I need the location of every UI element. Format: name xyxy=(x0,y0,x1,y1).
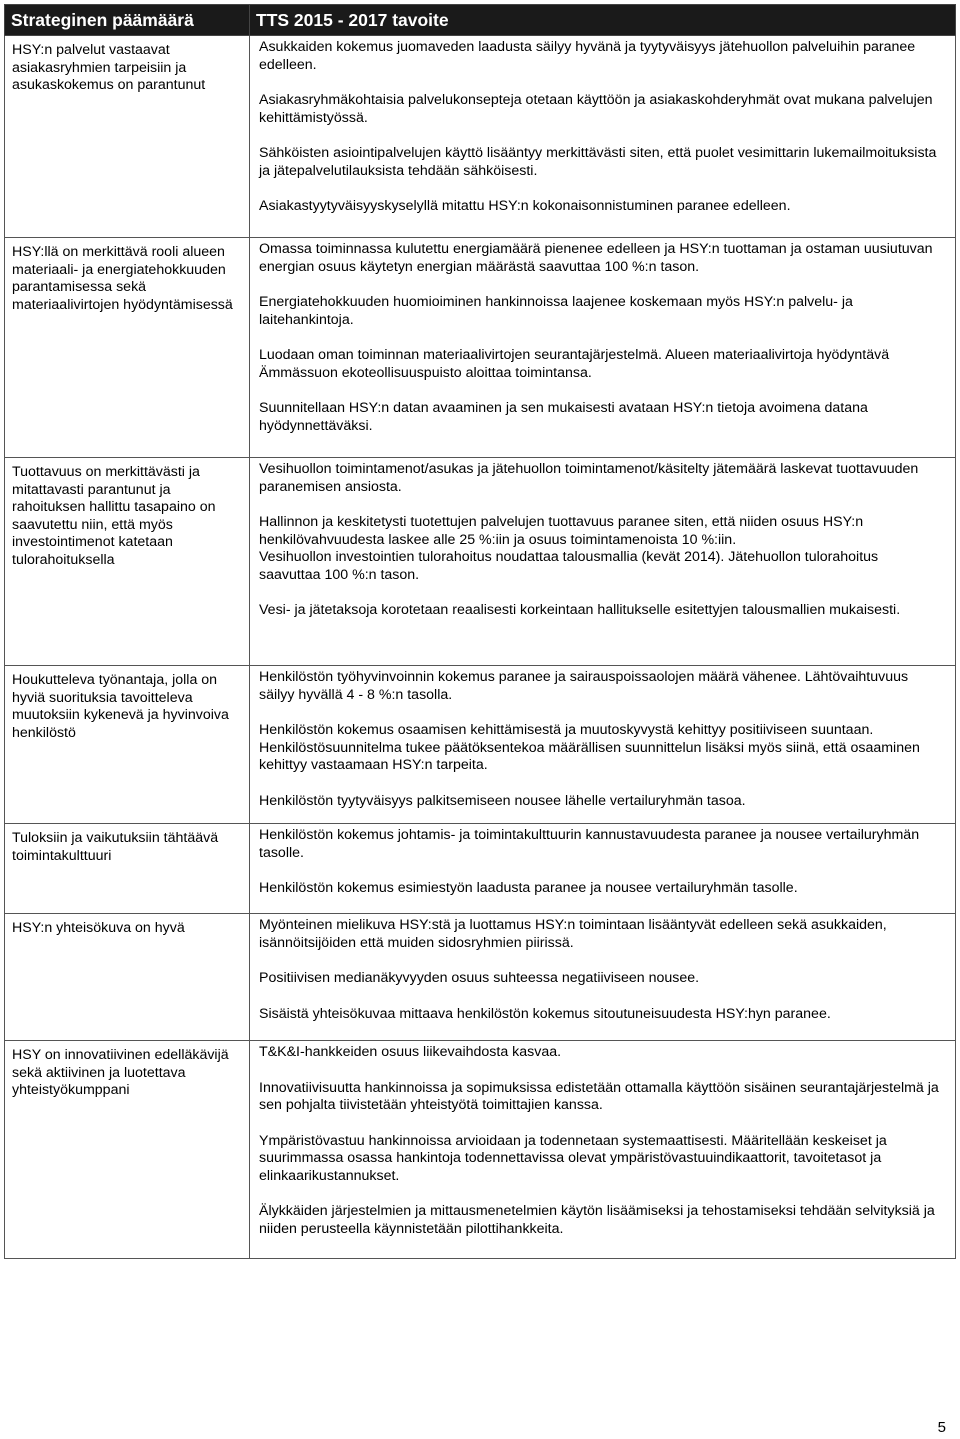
targets-cell xyxy=(250,36,956,238)
targets-cell xyxy=(250,914,956,1041)
target-text: Sähköisten asiointipalvelujen käyttö lisääntyy merkittävästi siten, että puolet vesimittarin lukemailmoituksista ja jätepalvelutilauksista tehdään sähköisesti. xyxy=(259,145,937,179)
goal-cell: HSY:llä on merkittävä rooli alueen materiaali- ja energiatehokkuuden parantamisessa sekä materiaalivirtojen hyödyntämisessä xyxy=(5,238,250,458)
target-text: Henkilöstön kokemus johtamis- ja toimintakulttuurin kannustavuudesta paranee ja nousee vertailuryhmän tasolle. xyxy=(259,827,920,861)
table-row xyxy=(5,458,956,666)
target-text: Hallinnon ja keskitetysti tuotettujen palvelujen tuottavuus paranee siten, että niiden osuus HSY:n henkilövahvuudesta laskee alle 25 %:iin ja osuus toimintamenoista 10 %:iin. xyxy=(259,514,864,548)
target-text: Asukkaiden kokemus juomaveden laadusta säilyy hyvänä ja tyytyväisyys jätehuollon palveluihin paranee edelleen. xyxy=(259,39,916,73)
goal-cell: Tuloksiin ja vaikutuksiin tähtäävä toimintakulttuuri xyxy=(5,824,250,914)
goal-cell: HSY:n yhteisökuva on hyvä xyxy=(5,914,250,1041)
table-row xyxy=(5,238,956,458)
target-text: Luodaan oman toiminnan materiaalivirtojen seurantajärjestelmä. Alueen materiaalivirtoja hyödyntävä Ämmässuon ekoteollisuuspuisto aloittaa toimintansa. xyxy=(259,347,890,381)
target-text: Ympäristövastuu hankinnoissa arvioidaan ja todennetaan systemaattisesti. Määritellään keskeiset ja suurimmassa osassa hankintoja todennettavissa olevat ympäristövastuuindikaattorit, tavoitetasot ja elinkaarikustannukset. xyxy=(259,1132,887,1184)
table-header-row xyxy=(5,5,956,36)
goal-cell: Tuottavuus on merkittävästi ja mitattavasti parantunut ja rahoituksen hallittu tasapaino on saavutettu niin, että myös investointimenot katetaan tulorahoituksella xyxy=(5,458,250,666)
target-text: Henkilöstön kokemus esimiestyön laadusta paranee ja nousee vertailuryhmän tasolle. xyxy=(259,880,798,896)
target-text: Henkilöstön tyytyväisyys palkitsemiseen nousee lähelle vertailuryhmän tasoa. xyxy=(259,792,746,809)
table-row xyxy=(5,1041,956,1259)
goal-cell: Houkutteleva työnantaja, jolla on hyviä suorituksia tavoitteleva muutoksiin kykenevä ja hyvinvoiva henkilöstö xyxy=(5,666,250,824)
target-text: Asiakastyytyväisyyskyselyllä mitattu HSY:n kokonaisonnistuminen paranee edelleen. xyxy=(259,198,791,214)
table-row xyxy=(5,914,956,1041)
target-text: Energiatehokkuuden huomioiminen hankinnoissa laajenee koskemaan myös HSY:n palvelu- ja laitehankintoja. xyxy=(259,294,853,328)
target-text: Sisäistä yhteisökuvaa mittaava henkilöstön kokemus sitoutuneisuudesta HSY:hyn paranee. xyxy=(259,1005,831,1022)
goal-cell: HSY:n palvelut vastaavat asiakasryhmien tarpeisiin ja asukaskokemus on parantunut xyxy=(5,36,250,238)
targets-cell xyxy=(250,1041,956,1259)
goal-cell: HSY on innovatiivinen edelläkävijä sekä aktiivinen ja luotettava yhteistyökumppani xyxy=(5,1041,250,1259)
target-text: Positiivisen medianäkyvyyden osuus suhteessa negatiiviseen nousee. xyxy=(259,970,700,986)
targets-cell xyxy=(250,238,956,458)
targets-cell xyxy=(250,666,956,824)
table-row xyxy=(5,36,956,238)
table-row xyxy=(5,666,956,824)
target-text: Henkilöstön kokemus osaamisen kehittämisestä ja muutoskyvystä kehittyy positiiviseen suuntaan. Henkilöstösuunnitelma tukee päätöksentekoa määrällisen suunnittelun lisäksi myös siinä, että osaaminen kehittyy vastaamaan HSY:n tarpeita. xyxy=(259,722,920,773)
target-text: Suunnitellaan HSY:n datan avaaminen ja sen mukaisesti avataan HSY:n tietoja avoimena datana hyödynnettäväksi. xyxy=(259,400,868,434)
target-text: Asiakasryhmäkohtaisia palvelukonsepteja otetaan käyttöön ja asiakaskohderyhmät ovat mukana palvelujen kehittämistyössä. xyxy=(259,92,933,126)
strategy-table xyxy=(4,4,956,1259)
target-text: Innovatiivisuutta hankinnoissa ja sopimuksissa edistetään ottamalla käyttöön sisäinen seurantajärjestelmä ja sen pohjalta tiivistetään yhteistyötä toimittajien kanssa. xyxy=(259,1079,939,1113)
targets-cell xyxy=(250,824,956,914)
target-text: Vesi- ja jätetaksoja korotetaan reaalisesti korkeintaan hallitukselle esitettyjen talousmallien mukaisesti. xyxy=(259,602,901,618)
table-row xyxy=(5,824,956,914)
page-number: 5 xyxy=(937,1419,946,1436)
targets-cell xyxy=(250,458,956,666)
target-text: Myönteinen mielikuva HSY:stä ja luottamus HSY:n toimintaan lisääntyvät edelleen sekä asukkaiden, isännöitsijöiden että muiden sidosryhmien piirissä. xyxy=(259,917,887,951)
target-text: Omassa toiminnassa kulutettu energiamäärä pienenee edelleen ja HSY:n tuottaman ja ostaman uusiutuvan energian osuus käytetyn energian määrästä saavuttaa 100 %:n tason. xyxy=(259,241,933,275)
goal-column-header: Strateginen päämäärä xyxy=(5,5,250,36)
target-text: Vesihuollon investointien tulorahoitus noudattaa talousmallia (kevät 2014). Jätehuollon tulorahoitus saavuttaa 100 %:n tason. xyxy=(259,549,879,583)
target-column-header: TTS 2015 - 2017 tavoite xyxy=(250,5,956,36)
target-text: Henkilöstön työhyvinvoinnin kokemus paranee ja sairauspoissaolojen määrä vähenee. Lähtövaihtuvuus säilyy hyvällä 4 - 8 %:n tasolla. xyxy=(259,669,909,703)
target-text: Älykkäiden järjestelmien ja mittausmenetelmien käytön lisäämiseksi ja tehostamiseksi tehdään selvityksiä ja niiden perusteella käynnistetään pilottihankkeita. xyxy=(259,1203,935,1237)
target-text: Vesihuollon toimintamenot/asukas ja jätehuollon toimintamenot/käsitelty jätemäärä laskevat tuottavuuden paranemisen ansiosta. xyxy=(259,461,919,495)
target-text: T&K&I-hankkeiden osuus liikevaihdosta kasvaa. xyxy=(259,1044,562,1060)
